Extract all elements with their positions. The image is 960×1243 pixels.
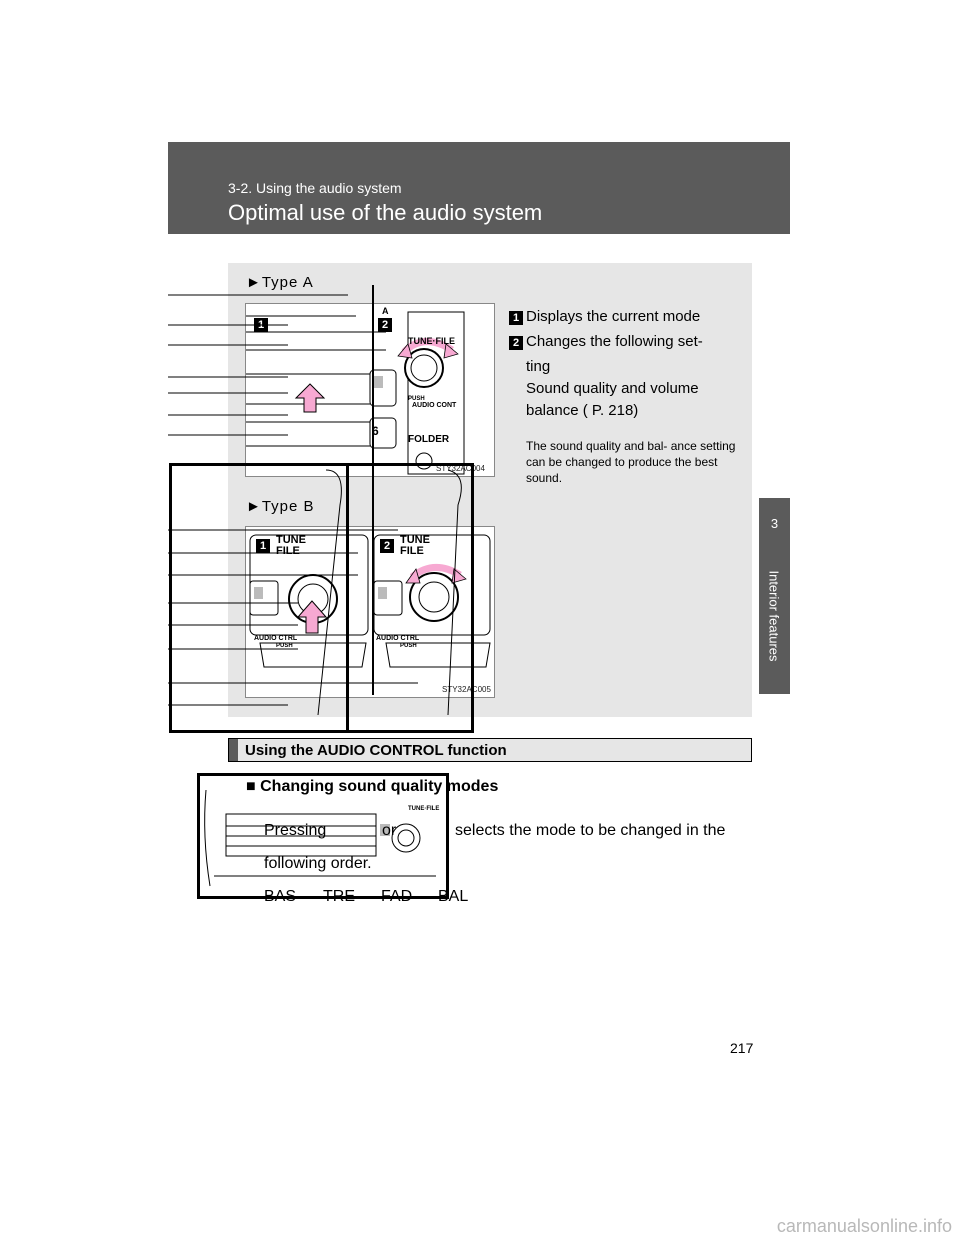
legend-2-text-1: Changes the following set‑: [526, 333, 703, 350]
legend-2-text-3: Sound quality and volume: [526, 380, 699, 397]
type-a-folder-label: FOLDER: [408, 434, 450, 445]
type-a-fragment-6: 6: [372, 424, 379, 438]
type-b-figure-id: STY32AC005: [442, 685, 491, 694]
type-a-figure-id: STY32AC004: [436, 464, 485, 473]
body-following-order: following order.: [264, 855, 372, 872]
page-number: 217: [730, 1040, 754, 1056]
section-bar: [228, 738, 752, 762]
type-b-file-left: FILE: [276, 545, 300, 557]
overlay-sketch-lines: [168, 285, 478, 735]
breadcrumb: 3‑2. Using the audio system: [228, 180, 402, 196]
type-a-callout-2: 2: [378, 318, 392, 332]
mode-bas: BAS: [264, 888, 297, 905]
type-b-audio-ctrl-right: AUDIO CTRL: [376, 635, 420, 642]
section-bar-accent: [229, 739, 238, 761]
type-b-callout-1: 1: [256, 539, 270, 553]
type-b-push-left: PUSH: [276, 643, 293, 649]
legend-2-text-2: ting: [526, 358, 551, 375]
type-a-fragment-a: A: [382, 306, 389, 316]
mode-fad: FAD: [381, 888, 413, 905]
type-a-audio-cont-label: AUDIO CONT: [412, 402, 457, 409]
chapter-label: Interior features: [766, 570, 782, 662]
watermark[interactable]: carmanualsonline.info: [776, 1216, 952, 1236]
legend-1-marker: 1: [509, 311, 523, 325]
type-b-audio-ctrl-left: AUDIO CTRL: [254, 635, 298, 642]
type-a-label: ►Type A: [246, 274, 314, 291]
legend-note: The sound quality and bal‑ ance setting can be changed to produce the best sound.: [526, 439, 736, 485]
type-a-push-label: PUSH: [408, 396, 425, 402]
mode-bal: BAL: [438, 888, 469, 905]
type-a-tune-file-label: TUNE·FILE: [408, 336, 455, 346]
legend-2-marker: 2: [509, 336, 523, 350]
type-b-tune-left: TUNE: [276, 534, 306, 546]
legend-1-text: Displays the current mode: [526, 308, 701, 325]
legend-2-text-4[interactable]: balance ( P. 218): [526, 402, 639, 419]
body-selects: selects the mode to be changed in the: [455, 822, 726, 839]
subheading: ■ Changing sound quality modes: [246, 778, 499, 795]
type-b-file-right: FILE: [400, 545, 424, 557]
body-pressing: Pressing: [264, 822, 327, 839]
type-b-tune-right: TUNE: [400, 534, 430, 546]
type-b-callout-2: 2: [380, 539, 394, 553]
mode-tre: TRE: [323, 888, 355, 905]
body-or: or: [382, 822, 397, 839]
inset-tune-file: TUNE·FILE: [408, 806, 440, 812]
section-title: Using the AUDIO CONTROL function: [245, 742, 507, 759]
page-title: Optimal use of the audio system: [228, 200, 543, 225]
type-a-callout-1: 1: [254, 318, 268, 332]
type-b-push-right: PUSH: [400, 643, 417, 649]
chapter-tab[interactable]: [759, 498, 790, 694]
type-b-label: ►Type B: [246, 498, 315, 515]
chapter-number: 3: [770, 516, 779, 531]
